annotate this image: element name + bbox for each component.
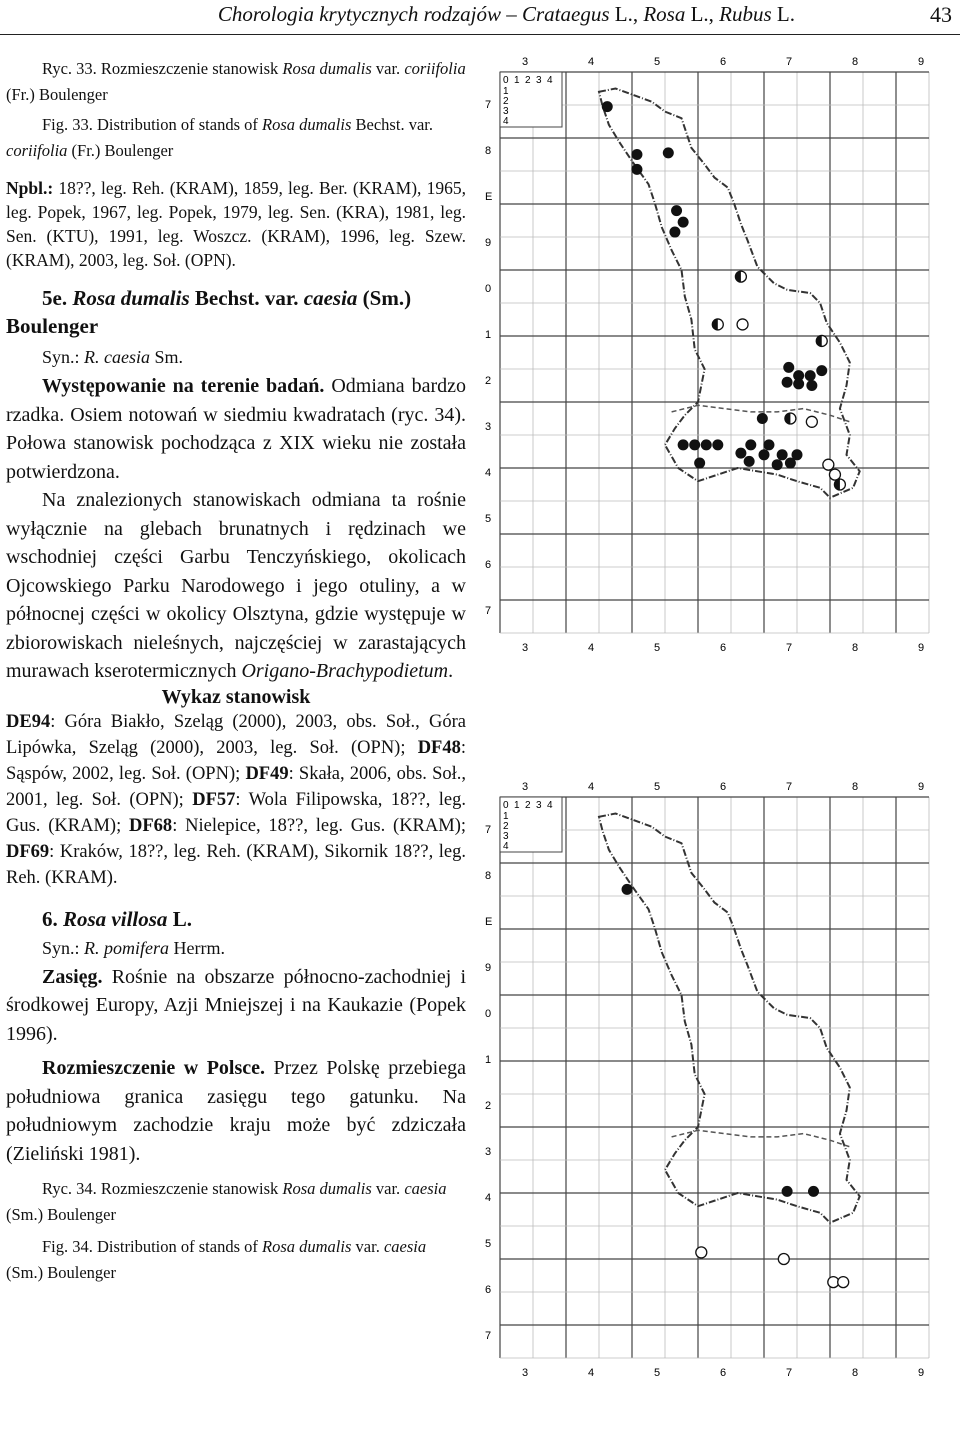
- corner-label: 0: [503, 800, 509, 811]
- y-axis-label: 7: [485, 824, 492, 836]
- x-axis-label: 7: [785, 781, 793, 793]
- range-paragraph: Zasięg. Rośnie na obszarze północno-zachodniej i środkowej Europy, Azji Mniejszej i na Kaukazie (Popek 1996).: [6, 965, 466, 1045]
- y-axis-label: 1: [485, 329, 492, 341]
- y-axis-label: 7: [485, 605, 492, 617]
- record-confirmed: [678, 217, 689, 228]
- y-axis-label: 2: [485, 375, 492, 387]
- x-axis-label: 8: [851, 56, 859, 68]
- y-axis-label: 9: [485, 962, 492, 974]
- record-confirmed: [694, 458, 705, 469]
- x-axis-label: 7: [785, 56, 793, 68]
- y-axis-label: 7: [485, 1330, 492, 1342]
- corner-label: 2: [525, 75, 531, 86]
- record-confirmed: [772, 459, 783, 470]
- y-axis-label: 9: [485, 237, 492, 249]
- record-confirmed: [757, 413, 768, 424]
- corner-label: 2: [503, 821, 509, 832]
- x-axis-label: 8: [851, 781, 859, 793]
- record-confirmed: [631, 164, 642, 175]
- x-axis-label: 9: [917, 56, 925, 68]
- record-confirmed: [712, 439, 723, 450]
- x-axis-label: 3: [521, 781, 529, 793]
- taxon-6-synonym: Syn.: R. pomifera Herrm.: [42, 937, 225, 958]
- record-historical: [838, 1277, 849, 1288]
- record-confirmed: [631, 149, 642, 160]
- record-confirmed: [759, 449, 770, 460]
- corner-label: 3: [503, 831, 509, 842]
- corner-label: 4: [503, 841, 509, 852]
- x-axis-label: 6: [719, 642, 727, 654]
- record-confirmed: [735, 448, 746, 459]
- corner-label: 2: [503, 96, 509, 107]
- record-confirmed: [671, 205, 682, 216]
- record-confirmed: [808, 1186, 819, 1197]
- x-axis-label: 5: [653, 1367, 661, 1379]
- y-axis-label: E: [485, 916, 493, 928]
- x-axis-label: 7: [785, 642, 793, 654]
- corner-label: 0: [503, 75, 509, 86]
- record-partial: [834, 479, 845, 490]
- x-axis-label: 8: [851, 642, 859, 654]
- record-confirmed: [669, 227, 680, 238]
- corner-label: 1: [514, 75, 520, 86]
- fig34-caption-pl: Ryc. 34. Rozmieszczenie stanowisk Rosa dumalis var. caesia (Sm.) Boulenger: [6, 1179, 447, 1224]
- y-axis-label: 6: [485, 1284, 492, 1296]
- x-axis-label: 6: [719, 56, 727, 68]
- record-confirmed: [782, 1186, 793, 1197]
- study-area-outline: [599, 814, 860, 1223]
- record-confirmed: [785, 458, 796, 469]
- fig34-caption-en: Fig. 34. Distribution of stands of Rosa dumalis var. caesia (Sm.) Boulenger: [6, 1237, 427, 1282]
- taxon-5e-synonym: Syn.: R. caesia Sm.: [42, 347, 184, 367]
- x-axis-label: 6: [719, 781, 727, 793]
- x-axis-label: 4: [587, 642, 595, 654]
- x-axis-label: 9: [917, 1367, 925, 1379]
- record-confirmed: [763, 439, 774, 450]
- corner-label: 3: [536, 75, 542, 86]
- y-axis-label: 8: [485, 870, 492, 882]
- x-axis-label: 8: [851, 1367, 859, 1379]
- taxon-6-heading: 6. Rosa villosa L.: [42, 906, 192, 931]
- y-axis-label: 5: [485, 513, 492, 525]
- record-confirmed: [806, 380, 817, 391]
- distribution-map-fig33: [483, 52, 960, 717]
- x-axis-label: 3: [521, 642, 529, 654]
- corner-label: 3: [536, 800, 542, 811]
- wykaz-list: DE94: Góra Biakło, Szeląg (2000), 2003, obs. Soł., Góra Lipówka, Szeląg (2000), 2003, leg. Soł. (OPN); DF48: Sąspów, 2002, leg. Soł. (OPN); DF49: Skała, 2006, obs. Soł., 2001, leg. Soł. (OPN); DF57: Wola Filipowska, 18??, leg. Gus. (KRAM); DF68: Nielepice, 18??, leg. Gus. (KRAM); DF69: Kraków, 18??, leg. Reh. (KRAM), Sikornik 18??, leg. Reh. (KRAM).: [6, 711, 467, 888]
- corner-label: 3: [503, 106, 509, 117]
- y-axis-label: 4: [485, 1192, 492, 1204]
- x-axis-label: 3: [521, 1367, 529, 1379]
- record-confirmed: [602, 101, 613, 112]
- record-confirmed: [782, 377, 793, 388]
- page-number: 43: [930, 2, 952, 27]
- record-confirmed: [793, 378, 804, 389]
- record-historical: [806, 416, 817, 427]
- record-confirmed: [744, 456, 755, 467]
- corner-label: 4: [547, 75, 553, 86]
- x-axis-label: 9: [917, 781, 925, 793]
- record-historical: [696, 1247, 707, 1258]
- y-axis-label: 0: [485, 1008, 492, 1020]
- y-axis-label: 3: [485, 1146, 492, 1158]
- corner-label: 4: [503, 116, 509, 127]
- record-partial: [785, 413, 796, 424]
- y-axis-label: 2: [485, 1100, 492, 1112]
- y-axis-label: 5: [485, 1238, 492, 1250]
- y-axis-label: 0: [485, 283, 492, 295]
- y-axis-label: 3: [485, 421, 492, 433]
- x-axis-label: 3: [521, 56, 529, 68]
- record-historical: [737, 319, 748, 330]
- wykaz-heading: Wykaz stanowisk: [161, 685, 311, 708]
- fig33-caption-en: Fig. 33. Distribution of stands of Rosa dumalis Bechst. var. coriifolia (Fr.) Boulenger: [6, 115, 433, 160]
- x-axis-label: 4: [587, 781, 595, 793]
- occurrence-paragraph: Występowanie na terenie badań. Odmiana bardzo rzadka. Osiem notowań w siedmiu kwadratach (ryc. 34). Połowa stanowisk pochodząca z XIX wieku nie została potwierdzona.: [6, 375, 466, 483]
- y-axis-label: 8: [485, 145, 492, 157]
- corner-label: 2: [525, 800, 531, 811]
- record-confirmed: [678, 439, 689, 450]
- record-confirmed: [745, 439, 756, 450]
- x-axis-label: 9: [917, 642, 925, 654]
- y-axis-label: 4: [485, 467, 492, 479]
- poland-paragraph: Rozmieszczenie w Polsce. Przez Polskę przebiega południowa granica zasięgu tego gatunku. Na południowym zachodzie kraju może być zdziczała (Zieliński 1981).: [6, 1057, 466, 1165]
- map-svg: [483, 52, 960, 717]
- record-historical: [778, 1254, 789, 1265]
- corner-label: 1: [503, 811, 509, 822]
- corner-box: [500, 797, 562, 852]
- record-partial: [735, 271, 746, 282]
- map-svg: [483, 777, 960, 1442]
- record-confirmed: [805, 370, 816, 381]
- record-confirmed: [783, 362, 794, 373]
- corner-label: 4: [547, 800, 553, 811]
- record-confirmed: [701, 439, 712, 450]
- running-header: [0, 0, 960, 40]
- x-axis-label: 5: [653, 56, 661, 68]
- x-axis-label: 4: [587, 1367, 595, 1379]
- header-rule: [0, 34, 960, 35]
- x-axis-label: 4: [587, 56, 595, 68]
- y-axis-label: 7: [485, 99, 492, 111]
- text-column: [6, 56, 466, 1286]
- x-axis-label: 5: [653, 642, 661, 654]
- record-confirmed: [663, 147, 674, 158]
- corner-box: [500, 72, 562, 127]
- record-confirmed: [622, 884, 633, 895]
- record-confirmed: [816, 365, 827, 376]
- taxon-5e-heading: 5e. Rosa dumalis Bechst. var. caesia (Sm.) Boulenger: [6, 286, 412, 338]
- y-axis-label: E: [485, 191, 493, 203]
- record-partial: [816, 335, 827, 346]
- npbl-citations: Npbl.: 18??, leg. Reh. (KRAM), 1859, leg. Ber. (KRAM), 1965, leg. Popek, 1967, leg. Popek, 1979, leg. Sen. (KRA), 1981, leg. Sen. (KTU), 1991, leg. Woszcz. (KRAM), 1996, leg. Szew. (KRAM), 2003, leg. Soł. (OPN).: [6, 178, 466, 270]
- record-confirmed: [689, 439, 700, 450]
- x-axis-label: 5: [653, 781, 661, 793]
- y-axis-label: 1: [485, 1054, 492, 1066]
- record-historical: [823, 459, 834, 470]
- record-partial: [712, 319, 723, 330]
- corner-label: 1: [503, 86, 509, 97]
- x-axis-label: 7: [785, 1367, 793, 1379]
- running-title: Chorologia krytycznych rodzajów – Crataegus L., Rosa L., Rubus L.: [217, 2, 795, 26]
- fig33-caption-pl: Ryc. 33. Rozmieszczenie stanowisk Rosa dumalis var. coriifolia (Fr.) Boulenger: [6, 59, 466, 104]
- distribution-map-fig34: [483, 777, 960, 1442]
- x-axis-label: 6: [719, 1367, 727, 1379]
- y-axis-label: 6: [485, 559, 492, 571]
- record-confirmed: [777, 449, 788, 460]
- corner-label: 1: [514, 800, 520, 811]
- habitat-paragraph: Na znalezionych stanowiskach odmiana ta rośnie wyłącznie na glebach brunatnych i rędzinach we wschodniej części Garbu Tenczyńskiego, okolicach Ojcowskiego Parku Narodowego i jego otuliny, a w północnej części w okolicy Olsztyna, gdzie występuje w zbiorowiskach nieleśnych, najczęściej w zarastających murawach kserotermicznych Origano-Brachypodietum.: [6, 489, 466, 682]
